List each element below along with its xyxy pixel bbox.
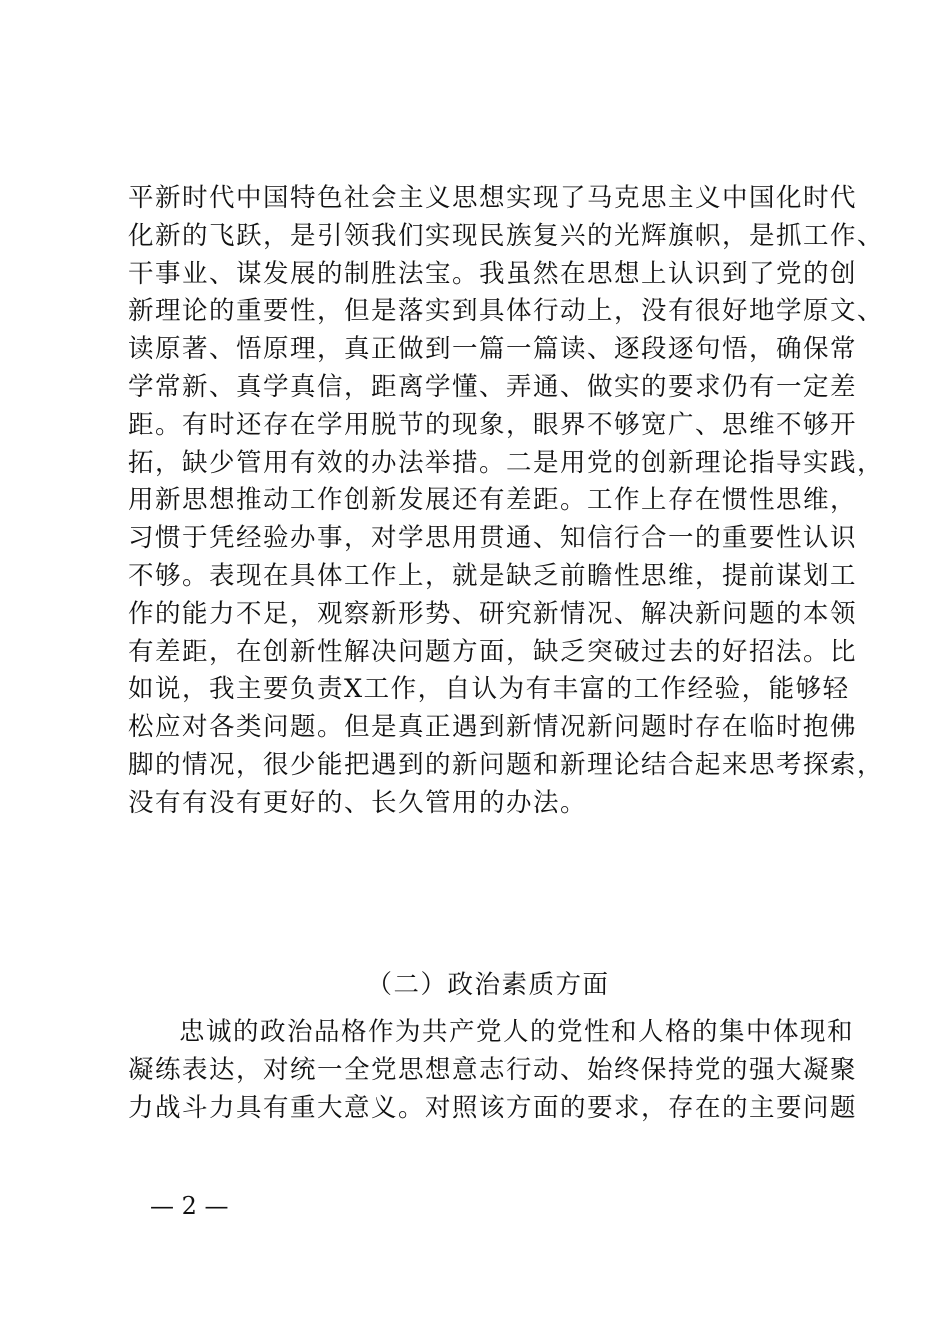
text-line: 学常新、真学真信，距离学懂、弄通、做实的要求仍有一定差 (128, 372, 858, 402)
text-line: 化新的飞跃，是引领我们实现民族复兴的光辉旗帜，是抓工作、 (128, 220, 885, 251)
text-line: 距。有时还存在学用脱节的现象，眼界不够宽广、思维不够开 (128, 409, 858, 440)
text-line: 力战斗力具有重大意义。对照该方面的要求，存在的主要问题 (128, 1092, 858, 1123)
text-line: 松应对各类问题。但是真正遇到新情况新问题时存在临时抱佛 (128, 712, 858, 743)
text-line: 习惯于凭经验办事，对学思用贯通、知信行合一的重要性认识 (128, 523, 858, 554)
text-line: 读原著、悟原理，真正做到一篇一篇读、逐段逐句悟，确保常 (128, 334, 858, 365)
text-line: 脚的情况，很少能把遇到的新问题和新理论结合起来思考探索， (128, 750, 885, 780)
text-line: 凝练表达，对统一全党思想意志行动、始终保持党的强大凝聚 (128, 1054, 858, 1085)
text-line: 忠诚的政治品格作为共产党人的党性和人格的集中体现和 (179, 1017, 855, 1047)
text-line: 新理论的重要性，但是落实到具体行动上，没有很好地学原文、 (128, 296, 885, 327)
page-number: — 2 — (150, 1192, 229, 1220)
text-line: 如说，我主要负责X工作，自认为有丰富的工作经验，能够轻 (128, 674, 850, 705)
text-line: 没有有没有更好的、长久管用的办法。 (128, 787, 588, 818)
text-line: 有差距，在创新性解决问题方面，缺乏突破过去的好招法。比 (128, 636, 858, 667)
text-line: 不够。表现在具体工作上，就是缺乏前瞻性思维，提前谋划工 (128, 561, 858, 591)
text-line: 拓，缺少管用有效的办法举措。二是用党的创新理论指导实践， (128, 447, 885, 478)
text-line: 干事业、谋发展的制胜法宝。我虽然在思想上认识到了党的创 (128, 258, 858, 289)
text-line: 用新思想推动工作创新发展还有差距。工作上存在惯性思维， (128, 485, 858, 516)
section-heading: （二）政治素质方面 (366, 970, 610, 1000)
text-line: 平新时代中国特色社会主义思想实现了马克思主义中国化时代 (128, 183, 858, 213)
text-line: 作的能力不足，观察新形势、研究新情况、解决新问题的本领 (128, 598, 858, 629)
